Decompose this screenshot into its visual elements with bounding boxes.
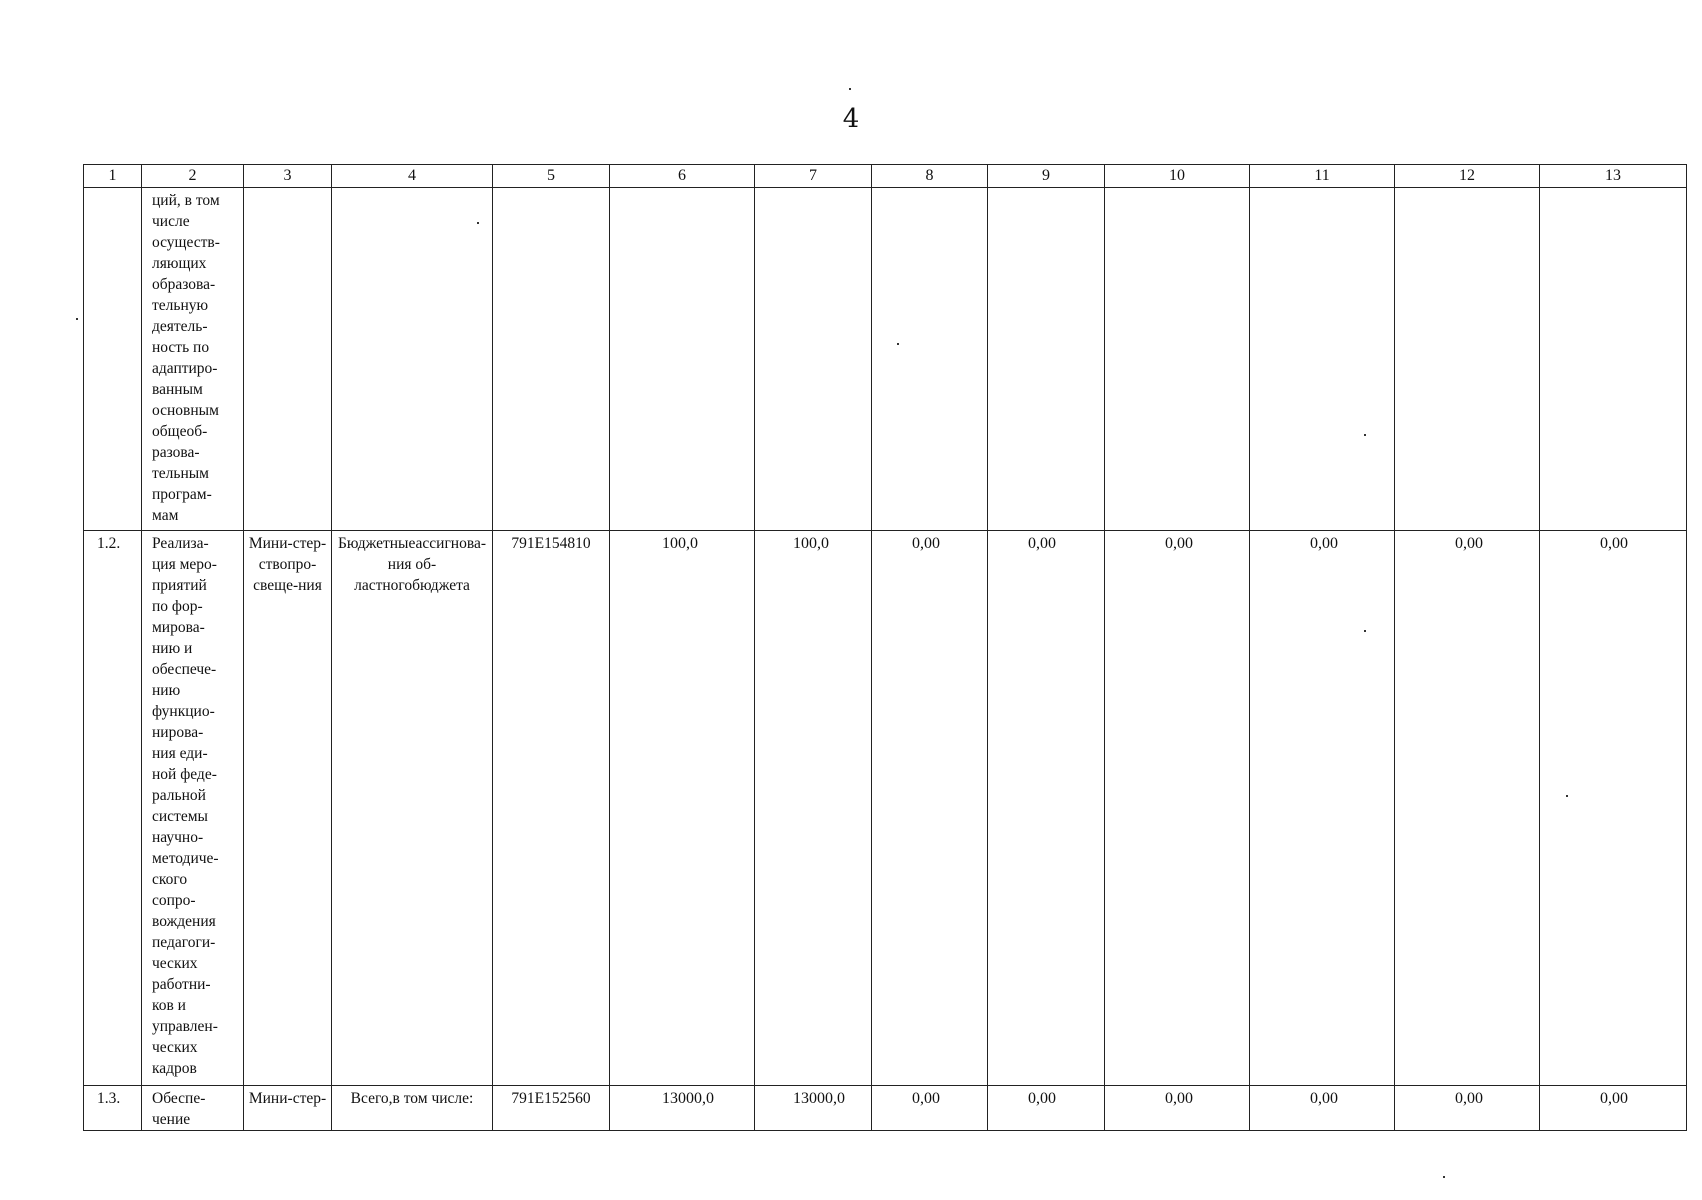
cell-line: ческих [152, 955, 198, 972]
cell-line: бюджета [412, 577, 470, 594]
cell-line: мирова- [152, 619, 205, 636]
cell-line: числе [152, 213, 190, 230]
cell-line: Всего, [350, 1090, 393, 1107]
row-number [84, 188, 142, 531]
table-row [84, 1086, 1687, 1131]
activity-name [142, 1086, 244, 1131]
cell-line: ванным [152, 381, 203, 398]
value-cell [610, 188, 755, 531]
col-header: 2 [142, 165, 244, 188]
value-cell [755, 188, 872, 531]
cell-line: ральной [152, 787, 206, 804]
value-cell [1540, 188, 1687, 531]
value-cell [872, 188, 988, 531]
cell-line: разова- [152, 444, 200, 461]
value-cell: 0,00 [1250, 531, 1395, 1086]
budget-table [83, 164, 1687, 1131]
value-cell: 0,00 [988, 531, 1105, 1086]
value-cell: 0,00 [1540, 531, 1687, 1086]
value-cell: 0,00 [1105, 531, 1250, 1086]
cell-line: Мини- [248, 535, 293, 552]
cell-line: тельную [152, 297, 209, 314]
cell-line: ций, в том [152, 192, 220, 209]
scan-speck [849, 88, 851, 90]
budget-code [493, 188, 610, 531]
cell-line: ков и [152, 997, 186, 1014]
cell-line: функцио- [152, 703, 215, 720]
value-cell: 0,00 [1395, 1086, 1540, 1131]
cell-line: ния еди- [152, 745, 208, 762]
cell-line: кадров [152, 1060, 197, 1077]
cell-line: ной феде- [152, 766, 217, 783]
cell-line: нию и [152, 640, 193, 657]
cell-line: ция меро- [152, 556, 217, 573]
cell-line: стер- [292, 535, 327, 552]
table-row [84, 531, 1687, 1086]
value-cell [1395, 188, 1540, 531]
cell-line: по фор- [152, 598, 203, 615]
cell-line: приятий [152, 577, 207, 594]
cell-line: Бюджетные [338, 535, 416, 552]
cell-line: адаптиро- [152, 360, 218, 377]
col-header: 1 [84, 165, 142, 188]
cell-line: осуществ- [152, 234, 220, 251]
cell-line: педагоги- [152, 934, 216, 951]
table-row [84, 188, 1687, 531]
funding-source [332, 1086, 493, 1131]
value-cell: 13000,0 [610, 1086, 755, 1131]
col-header: 13 [1540, 165, 1687, 188]
cell-line: в том числе: [392, 1090, 474, 1107]
value-cell: 0,00 [1105, 1086, 1250, 1131]
budget-code: 791Е152560 [493, 1086, 610, 1131]
value-cell [988, 188, 1105, 531]
col-header: 5 [493, 165, 610, 188]
cell-line: научно- [152, 829, 204, 846]
cell-line: мам [152, 507, 179, 524]
cell-line: ассигнова- [415, 535, 487, 552]
cell-line: ность по [152, 339, 210, 356]
value-cell [1105, 188, 1250, 531]
col-header: 10 [1105, 165, 1250, 188]
cell-line: нию [152, 682, 181, 699]
cell-line: системы [152, 808, 208, 825]
responsible-executor [244, 531, 332, 1086]
cell-line: ния [298, 577, 322, 594]
budget-code: 791Е154810 [493, 531, 610, 1086]
cell-line: ния об- [387, 556, 437, 573]
cell-line: Мини- [248, 1090, 293, 1107]
cell-line: ского [152, 871, 188, 888]
col-header: 3 [244, 165, 332, 188]
col-header: 11 [1250, 165, 1395, 188]
row-number: 1.2. [84, 531, 142, 1086]
funding-source [332, 188, 493, 531]
cell-line: нирова- [152, 724, 204, 741]
cell-line: общеоб- [152, 423, 208, 440]
cell-line: ластного [354, 577, 413, 594]
cell-line: управлен- [152, 1018, 218, 1035]
cell-line: чение [152, 1111, 191, 1128]
scan-speck [76, 318, 78, 320]
col-header: 12 [1395, 165, 1540, 188]
page-number: 4 [842, 104, 860, 134]
value-cell: 0,00 [1250, 1086, 1395, 1131]
cell-line: стер- [292, 1090, 327, 1107]
row-number: 1.3. [84, 1086, 142, 1131]
value-cell: 0,00 [872, 1086, 988, 1131]
cell-line: деятель- [152, 318, 208, 335]
cell-line: работни- [152, 976, 211, 993]
value-cell: 0,00 [872, 531, 988, 1086]
responsible-executor [244, 1086, 332, 1131]
cell-line: програм- [152, 486, 212, 503]
col-header: 8 [872, 165, 988, 188]
value-cell [1250, 188, 1395, 531]
col-header: 6 [610, 165, 755, 188]
cell-line: ство [258, 556, 288, 573]
cell-line: методиче- [152, 850, 219, 867]
responsible-executor [244, 188, 332, 531]
col-header: 7 [755, 165, 872, 188]
value-cell: 0,00 [1395, 531, 1540, 1086]
cell-line: основным [152, 402, 219, 419]
cell-line: Реализа- [152, 535, 209, 552]
cell-line: обеспече- [152, 661, 217, 678]
header-row [84, 165, 1687, 188]
scan-speck [1443, 1176, 1445, 1178]
value-cell: 100,0 [610, 531, 755, 1086]
value-cell: 0,00 [1540, 1086, 1687, 1131]
col-header: 4 [332, 165, 493, 188]
value-cell: 0,00 [988, 1086, 1105, 1131]
cell-line: ляющих [152, 255, 207, 272]
cell-line: тельным [152, 465, 209, 482]
value-cell: 13000,0 [755, 1086, 872, 1131]
cell-line: Обеспе- [152, 1090, 206, 1107]
activity-name [142, 531, 244, 1086]
cell-line: вождения [152, 913, 216, 930]
cell-line: свеще- [253, 577, 299, 594]
cell-line: про- [287, 556, 317, 573]
value-cell: 100,0 [755, 531, 872, 1086]
cell-line: ческих [152, 1039, 198, 1056]
funding-source [332, 531, 493, 1086]
cell-line: образова- [152, 276, 216, 293]
col-header: 9 [988, 165, 1105, 188]
activity-name [142, 188, 244, 531]
cell-line: сопро- [152, 892, 196, 909]
